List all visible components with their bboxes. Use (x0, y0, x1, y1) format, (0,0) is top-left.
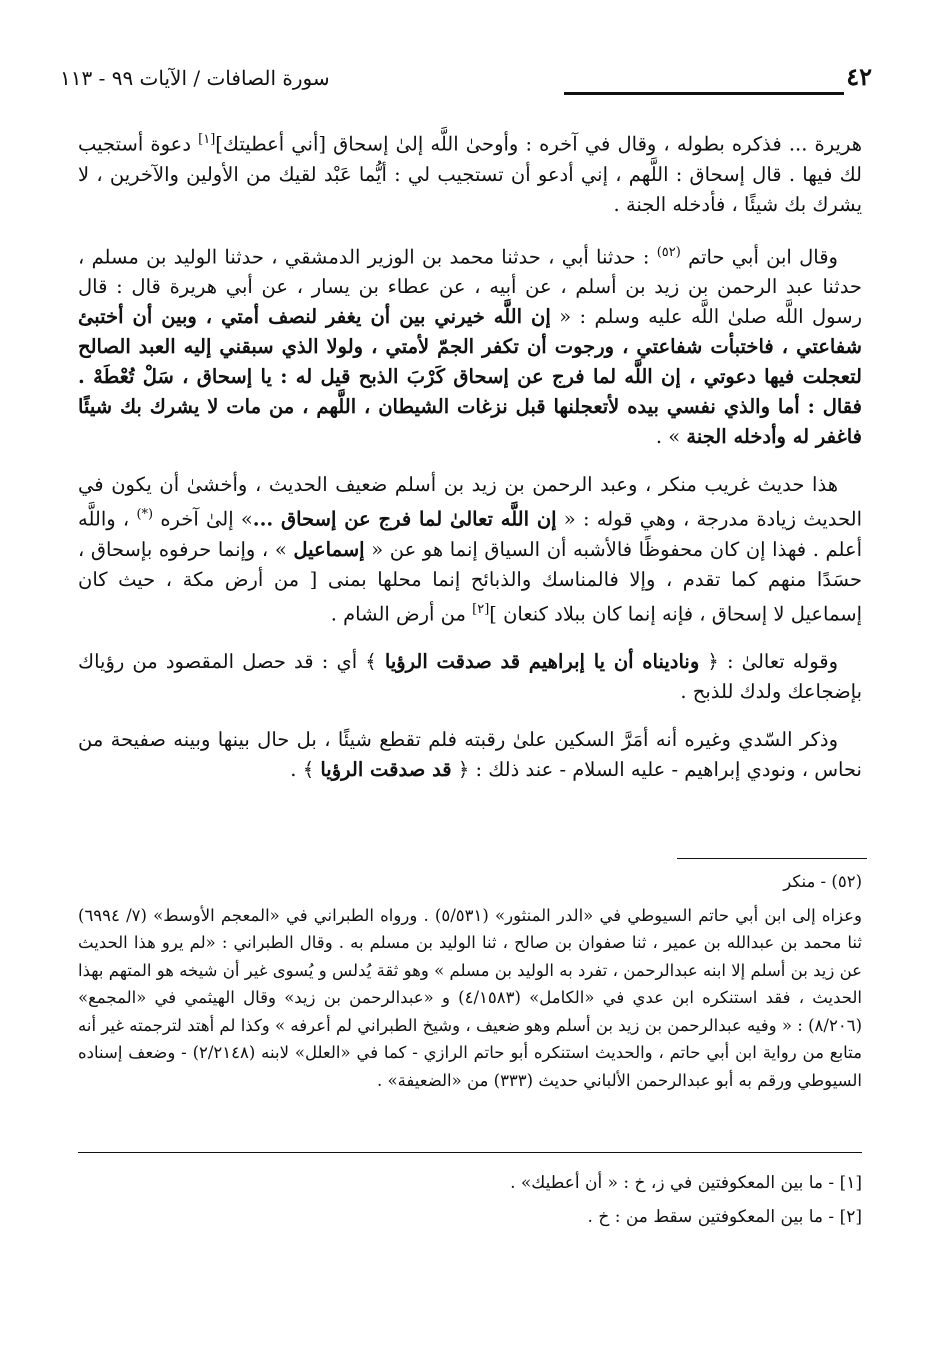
text-run: ، واللَّه أعلم . فهذا إن كان محفوظًا فالأشبه أن السياق إنما هو عن « (78, 507, 862, 561)
emphasized-text: قد صدقت الرؤيا (320, 758, 452, 781)
footnote (78, 868, 862, 1094)
emphasized-text: إن اللَّه تعالىٰ لما فرج عن إسحاق ... (252, 507, 557, 531)
emphasized-text: إسماعيل (293, 537, 365, 561)
text-run: » إلىٰ آخره (153, 507, 253, 531)
text-run: ﴾ أي : قد حصل المقصود من رؤياك بإضجاعك ولدك للذبح . (78, 650, 862, 703)
text-run: وذكر السّدي وغيره أنه أمَرَّ السكين علىٰ رقبته فلم تقطع شيئًا ، بل حال بينها وبينه صفيحة من نحاس ، ونودي إبراهيم - عليه السلام - عند ذلك : ﴿ (78, 728, 862, 781)
page-header (60, 62, 872, 102)
body-paragraph (78, 125, 862, 220)
emphasized-text: إن اللَّه خيرني بين أن يغفر لنصف أمتي ، وبين أن أختبئ شفاعتي ، فاختبأت شفاعتي ، ورجوت أن تكفر الجمّ لأمتي ، ولولا الذي سبقني إليه العبد الصالح لتعجلت فيها دعوتي ، إن اللَّه لما فرج عن إسحاق كَرْبَ الذبح قيل له : يا إسحاق ، سَلْ تُعْطَهْ . فقال : أما والذي نفسي بيده لأتعجلنها قبل نزغات الشيطان ، اللَّهم ، من مات لا يشرك بك شيئًا فاغفر له وأدخله الجنة (78, 305, 862, 448)
footnote-heading: (٥٢) - منكر (783, 872, 862, 891)
critical-note: [٢] - ما بين المعكوفتين سقط من : خ . (587, 1207, 862, 1227)
text-run: هذا حديث غريب منكر ، وعبد الرحمن بن زيد بن أسلم ضعيف الحديث ، وأخشىٰ أن يكون في الحديث زيادة مدرجة ، وهي قوله : « (78, 473, 862, 531)
footnote-body: وعزاه إلى ابن أبي حاتم السيوطي في «الدر المنثور» (٥/٥٣١) . ورواه الطبراني في «المعجم الأوسط» (٧/ ٦٩٩٤) ثنا محمد بن عبدالله بن عمير ، ثنا صفوان بن صالح ، ثنا الوليد بن مسلم به . وقال الطبراني : «لم يرو هذا الحديث عن زيد بن أسلم إلا ابنه عبدالرحمن ، تفرد به الوليد بن مسلم » وهو ثقة يُدلس و يُسوى غير أن شيخه هو المتهم بهذا الحديث ، فقد استنكره ابن عدي في «الكامل» (٤/١٥٨٣) و «عبدالرحمن بن زيد» وقال الهيثمي في «المجمع» (٨/٢٠٦) : « وفيه عبدالرحمن بن زيد بن أسلم وهو ضعيف ، وشيخ الطبراني لم أعرفه » وكذا لم أهتد لترجمته غير أنه متابع من رواية ابن أبي حاتم ، والحديث استنكره أبو حاتم الرازي - كما في «العلل» لابنه (٢/٢١٤٨) - وضعف إسناده السيوطي ورقم به أبو عبدالرحمن الألباني حديث (٣٣٣) من «الضعيفة» . (78, 905, 863, 1090)
note-marker: [٢] (472, 601, 490, 617)
note-marker: [١] (198, 132, 216, 147)
text-run: » . (655, 425, 687, 448)
emphasized-text: وناديناه أن يا إبراهيم قد صدقت الرؤيا (384, 650, 700, 673)
text-run: وقوله تعالىٰ : ﴿ (699, 650, 839, 673)
text-run: دعوة أستجيب لك فيها . قال إسحاق : اللَّهم ، إني أدعو أن تستجيب لي : أيُّما عَبْد لقيك من الأولين والآخرين ، لا يشرك بك شيئًا ، فأدخله الجنة . (78, 132, 862, 216)
text-run: من أرض الشام . (330, 602, 473, 625)
note-marker: (*) (136, 507, 154, 522)
text-run: : حدثنا أبي ، حدثنا محمد بن الوزير الدمشقي ، حدثنا الوليد بن مسلم ، حدثنا عبد الرحمن بن زيد بن أسلم ، عن أبيه ، عن عطاء بن يسار ، عن أبي هريرة قال : قال رسول اللَّه صلىٰ اللَّه عليه وسلم : « (78, 245, 862, 328)
main-text (78, 125, 862, 803)
note-marker: (٥٢) (656, 244, 681, 260)
page-number: ٤٢ (846, 62, 872, 91)
critical-notes (78, 1166, 862, 1234)
text-run: وقال ابن أبي حاتم (680, 245, 838, 268)
footnote-divider (677, 858, 867, 859)
header-rule (564, 92, 844, 95)
body-paragraph (78, 647, 862, 707)
running-title: سورة الصافات / الآيات ٩٩ - ١١٣ (60, 66, 330, 90)
critical-notes-divider (78, 1152, 862, 1153)
body-paragraph (78, 238, 862, 453)
body-paragraph (78, 470, 862, 629)
text-run: ﴾ . (290, 758, 321, 781)
text-run: » ، وإنما حرفوه بإسحاق ، حسَدًا منهم كما تقدم ، وإلا فالمناسك والذبائح إنما محلها بمنى [ من أرض مكة ، حيث كان إسماعيل لا إسحاق ، فإنه إنما كان ببلاد كنعان ] (78, 537, 862, 625)
text-run: هريرة ... فذكره بطوله ، وقال في آخره : وأوحىٰ اللَّه إلىٰ إسحاق [أني أعطيتك] (215, 132, 862, 156)
critical-note: [١] - ما بين المعكوفتين في ز، خ : « أن أعطيك» . (510, 1173, 862, 1193)
body-paragraph (78, 725, 862, 785)
